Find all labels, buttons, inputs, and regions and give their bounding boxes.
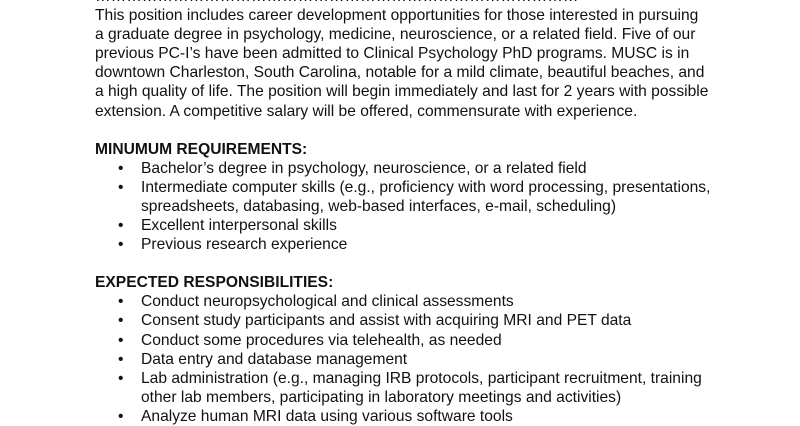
requirements-heading: MINUMUM REQUIREMENTS: (95, 140, 308, 158)
intro-line: extension. A competitive salary will be offered, commensurate with experience. (95, 102, 638, 120)
bullet-icon: • (118, 407, 124, 425)
list-item-line: Analyze human MRI data using various software tools (141, 407, 513, 425)
intro-line: This position includes career development opportunities for those interested in pursuing (95, 7, 699, 25)
bullet-icon: • (118, 312, 124, 330)
list-item (95, 292, 775, 311)
bullet-icon: • (118, 236, 124, 254)
list-item (95, 235, 775, 254)
list-item (95, 331, 775, 350)
intro-line: a graduate degree in psychology, medicine, neuroscience, or a related field. Five of our (95, 26, 696, 44)
list-item-line: Bachelor’s degree in psychology, neuroscience, or a related field (141, 159, 587, 177)
responsibilities-heading: EXPECTED RESPONSIBILITIES: (95, 274, 334, 292)
bullet-icon: • (118, 217, 124, 235)
responsibilities-list (95, 292, 775, 426)
requirements-list (95, 159, 775, 254)
list-item (95, 159, 775, 178)
list-item-line: Conduct some procedures via telehealth, as needed (141, 331, 502, 349)
bullet-icon: • (118, 350, 124, 368)
bullet-icon: • (118, 293, 124, 311)
list-item (95, 178, 775, 216)
document-page (95, 0, 775, 426)
list-item-line: Intermediate computer skills (e.g., proficiency with word processing, presentations, (141, 178, 711, 196)
intro-line: a high quality of life. The position will begin immediately and last for 2 years with possible (95, 83, 709, 101)
list-item-line: Conduct neuropsychological and clinical assessments (141, 293, 514, 311)
list-item (95, 311, 775, 330)
list-item-line: Data entry and database management (141, 350, 408, 368)
list-item (95, 369, 775, 407)
bullet-icon: • (118, 331, 124, 349)
list-item-line: other lab members, participating in laboratory meetings and activities) (141, 388, 622, 406)
spacer (95, 121, 775, 140)
list-item-line: Consent study participants and assist with acquiring MRI and PET data (141, 312, 632, 330)
list-item-line: Lab administration (e.g., managing IRB protocols, participant recruitment, training (141, 369, 702, 387)
intro-line: previous PC-I’s have been admitted to Clinical Psychology PhD programs. MUSC is in (95, 45, 690, 63)
list-item (95, 216, 775, 235)
intro-paragraph (95, 0, 775, 121)
list-item (95, 407, 775, 426)
bullet-icon: • (118, 369, 124, 387)
bullet-icon: • (118, 178, 124, 196)
list-item-line: Previous research experience (141, 236, 348, 254)
spacer (95, 254, 775, 273)
bullet-icon: • (118, 159, 124, 177)
list-item (95, 350, 775, 369)
list-item-line: Excellent interpersonal skills (141, 217, 337, 235)
intro-line: downtown Charleston, South Carolina, notable for a mild climate, beautiful beaches, and (95, 64, 705, 82)
list-item-line: spreadsheets, databasing, web-based interfaces, e-mail, scheduling) (141, 197, 617, 215)
